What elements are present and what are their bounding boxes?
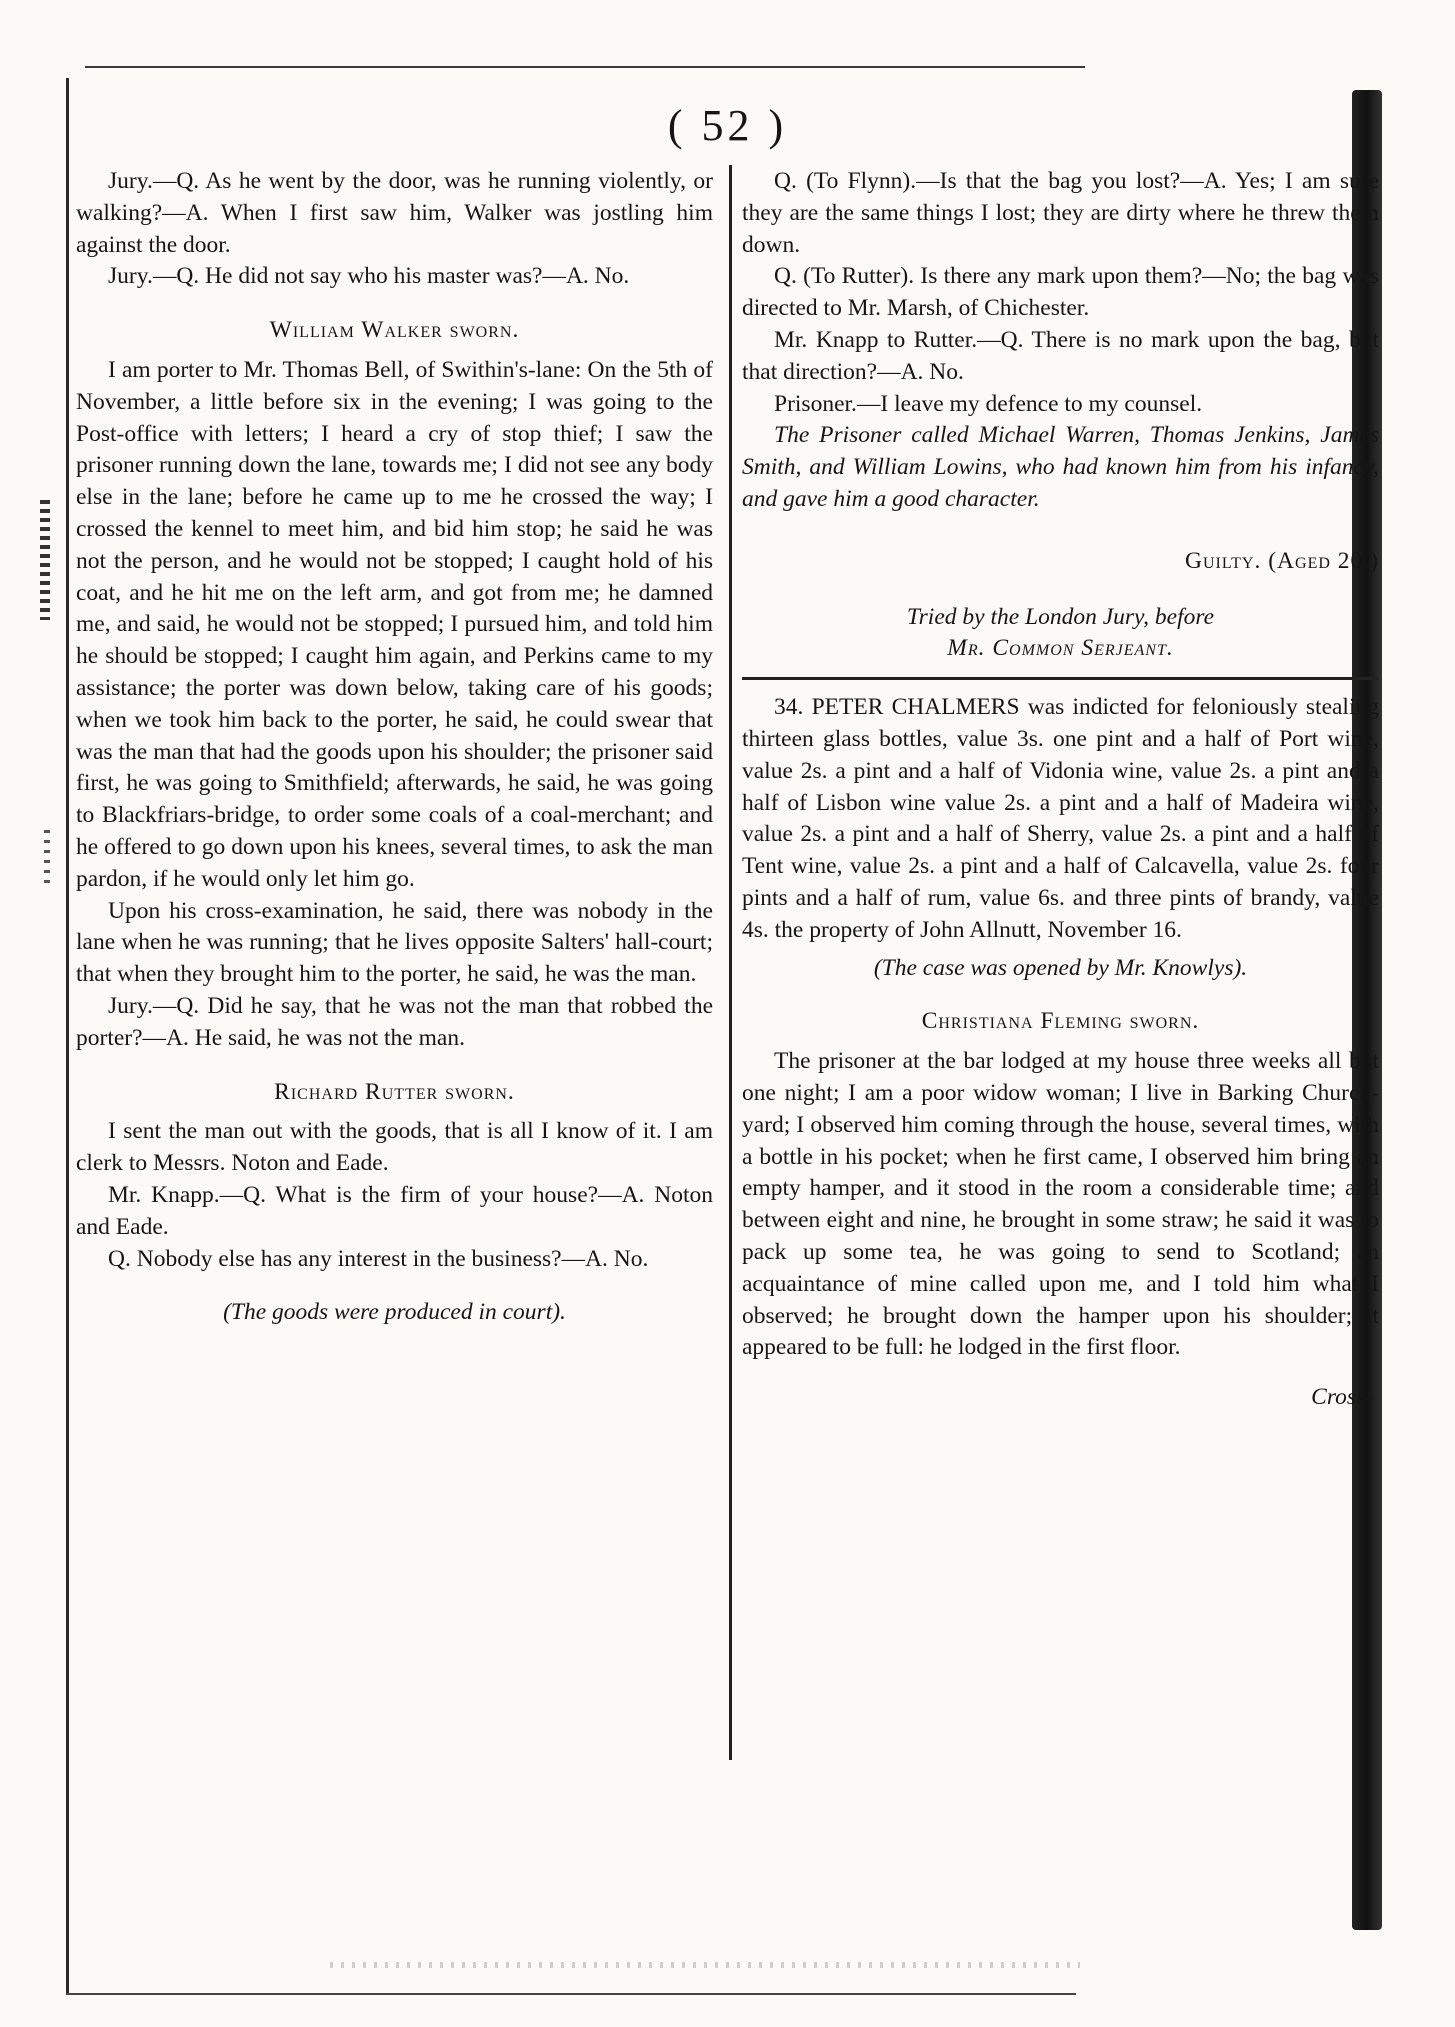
- witness-heading-fleming: Christiana Fleming sworn.: [921, 1008, 1200, 1035]
- page-number: ( 52 ): [667, 101, 788, 150]
- rutter-question: Q. (To Rutter). Is there any mark upon them?—No; the bag was directed to Mr. Marsh, of Chichester.: [742, 263, 1379, 322]
- tried-by-line-1: Tried by the London Jury, before: [906, 603, 1215, 630]
- walker-testimony: I am porter to Mr. Thomas Bell, of Swithin's-lane: On the 5th of November, a little before six in the evening; I was going to the Post-office with letters; I heard a cry of stop thief; I saw the prisoner running down the lane, towards me; I did not see any body else in the lane; before he came up to me he crossed the way; I crossed the kennel to meet him, and bid him stop; he said he was not the person, and he would not be stopped; I caught hold of his coat, and he hit me on the left arm, and got from me; he damned me, and said, he would not be stopped; I pursued him, and told him he should be stopped; I caught him again, and Perkins came to my assistance; the porter was down below, taking care of his goods; when we took him back to the porter, he said, he could swear that was the man that had the goods upon his shoulder; the prisoner said first, he was going to Smithfield; afterwards, he said, he was going to Blackfriars-bridge, to order some coals of a coal-merchant; and he offered to go down upon his knees, several times, to ask the man pardon, if he would only let him go.: [76, 356, 713, 892]
- business-question: Q. Nobody else has any interest in the business?—A. No.: [108, 1245, 649, 1272]
- jury-question-3: Jury.—Q. Did he say, that he was not the man that robbed the porter?—A. He said, he was not the man.: [76, 992, 713, 1051]
- column-divider: [729, 165, 732, 1760]
- case-separator-rule: [742, 677, 1379, 680]
- jury-question-2: Jury.—Q. He did not say who his master was?—A. No.: [108, 263, 630, 290]
- catchword: Cross-: [1311, 1384, 1373, 1411]
- witness-heading-walker: William Walker sworn.: [269, 317, 520, 344]
- margin-marks: [44, 830, 50, 890]
- case-opened-note: (The case was opened by Mr. Knowlys).: [873, 954, 1248, 981]
- rutter-testimony: I sent the man out with the goods, that is all I know of it. I am clerk to Messrs. Noton and Eade.: [76, 1118, 713, 1177]
- witness-heading-rutter: Richard Rutter sworn.: [274, 1078, 515, 1105]
- cross-examination: Upon his cross-examination, he said, there was nobody in the lane when he was running; that he lives opposite Salters' hall-court; that when they brought him to the porter, he said, he was the man.: [76, 897, 713, 988]
- prisoner-statement: Prisoner.—I leave my defence to my counsel.: [774, 390, 1203, 417]
- knapp-question: Mr. Knapp.—Q. What is the firm of your house?—A. Noton and Eade.: [76, 1181, 713, 1240]
- right-column: [742, 166, 1379, 1414]
- indictment-text: 34. PETER CHALMERS was indicted for feloniously stealing thirteen glass bottles, value 3s. one pint and a half of Port wine, value 2s. a pint and a half of Vidonia wine, value 2s. a pint and a half of Lisbon wine value 2s. a pint and a half of Madeira wine, value 2s. a pint and a half of Sherry, value 2s. a pint and a half of Tent wine, value 2s. a pint and a half of Calcavella, value 2s. four pints and a half of rum, value 6s. and three pints of brandy, value 4s. the property of John Allnutt, November 16.: [742, 694, 1379, 943]
- top-rule: [85, 66, 1085, 68]
- left-page-edge: [66, 78, 69, 1993]
- goods-produced-note: (The goods were produced in court).: [223, 1299, 566, 1326]
- margin-marks: [40, 500, 50, 620]
- bottom-rule: [66, 1993, 1076, 1995]
- bottom-specks: [330, 1962, 1080, 1968]
- fleming-testimony: The prisoner at the bar lodged at my house three weeks all but one night; I am a poor widow woman; I live in Barking Church-yard; I observed him coming through the house, several times, with a bottle in his pocket; when he first came, I observed him bring an empty hamper, and it stood in the room a considerable time; and between eight and nine, he brought in some straw; he said it was to pack up some tea, he was going to send to Scotland; an acquaintance of mine called upon me, and I told him what I observed; he brought down the hamper upon his shoulder; it appeared to be full: he lodged in the first floor.: [742, 1048, 1379, 1361]
- verdict: Guilty. (Aged 20.): [1185, 547, 1379, 574]
- jury-question-1: Jury.—Q. As he went by the door, was he running violently, or walking?—A. When I first saw him, Walker was jostling him against the door.: [76, 168, 713, 258]
- character-witnesses: The Prisoner called Michael Warren, Thomas Jenkins, James Smith, and William Lowins, who had known him from his infancy, and gave him a good character.: [742, 422, 1379, 512]
- left-column: [76, 166, 713, 1329]
- flynn-question: Q. (To Flynn).—Is that the bag you lost?—A. Yes; I am sure they are the same things I lost; they are dirty where he threw them down.: [742, 168, 1379, 258]
- tried-by-line-2: Mr. Common Serjeant.: [947, 635, 1174, 662]
- knapp-to-rutter: Mr. Knapp to Rutter.—Q. There is no mark upon the bag, but that direction?—A. No.: [742, 326, 1379, 385]
